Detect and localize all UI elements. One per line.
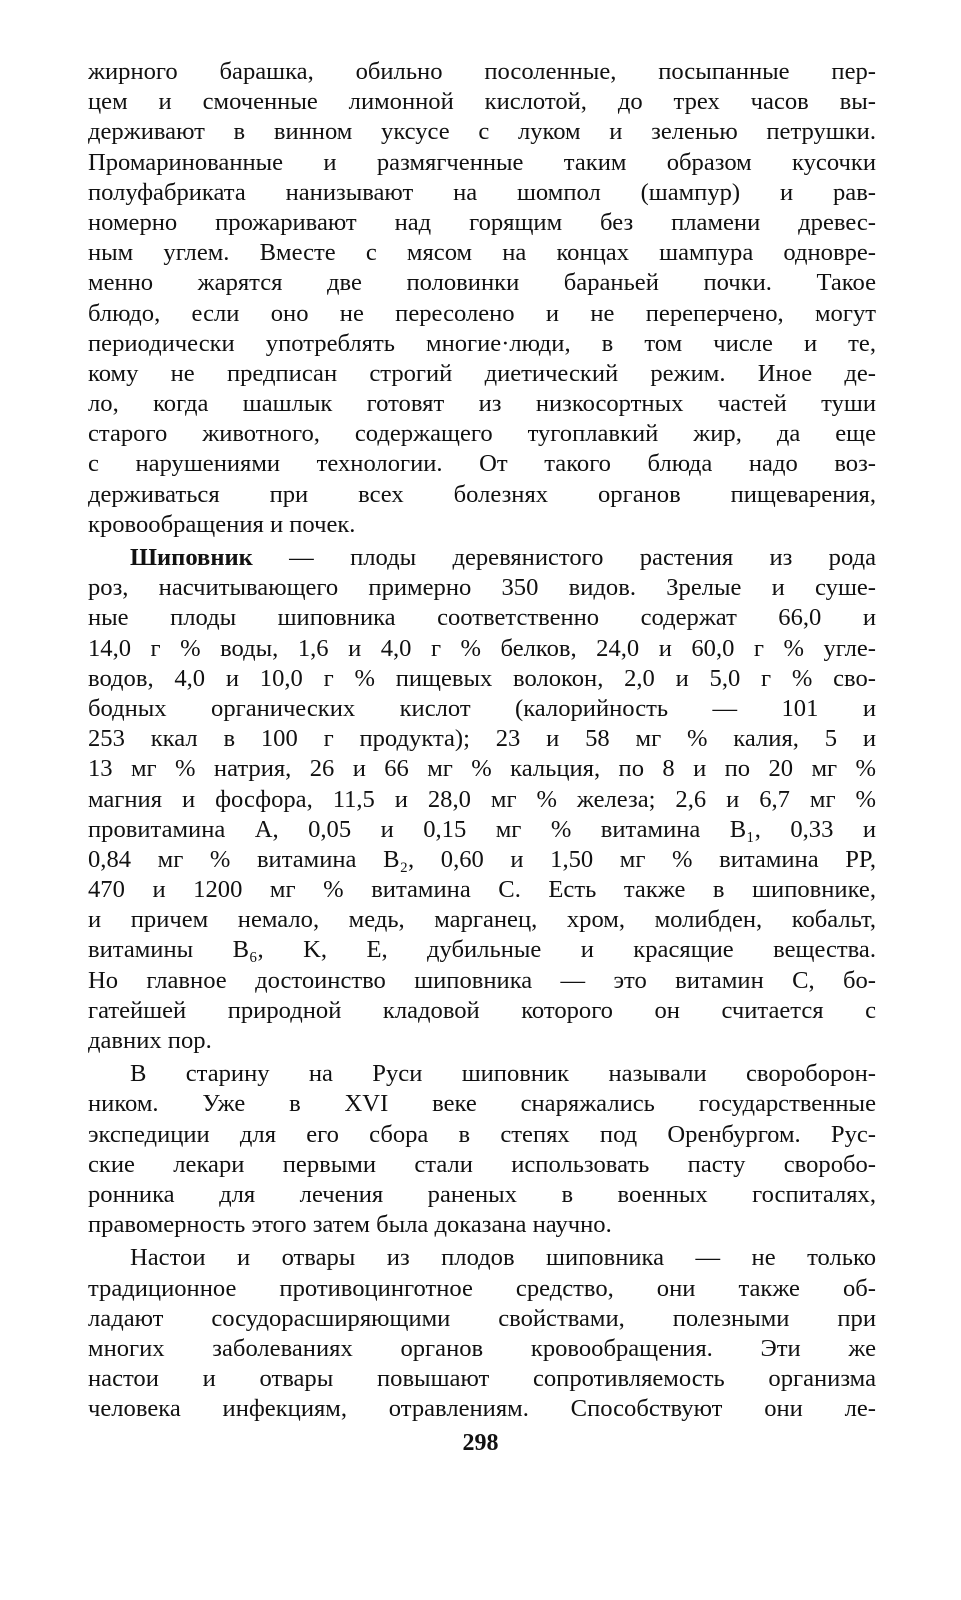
paragraph-history bbox=[88, 1059, 876, 1240]
text-line-rest: — плоды деревянистого растения из рода bbox=[252, 544, 876, 571]
text-line: ронника для лечения раненых в военных госпиталях, bbox=[88, 1180, 876, 1208]
text-line: давних пор. bbox=[88, 1027, 212, 1054]
text-line: ские лекари первыми стали использовать пасту своробо- bbox=[88, 1150, 876, 1178]
text-line: ным углем. Вместе с мясом на концах шампура одновре- bbox=[88, 239, 876, 267]
text-line: экспедиции для его сбора в степях под Оренбургом. Рус- bbox=[88, 1120, 876, 1148]
text-line: кровообращения и почек. bbox=[88, 510, 356, 538]
text-line: 253 ккал в 100 г продукта); 23 и 58 мг % калия, 5 и bbox=[88, 725, 876, 753]
text-line: водов, 4,0 и 10,0 г % пищевых волокон, 2,0 и 5,0 г % сво- bbox=[88, 664, 876, 692]
text-line: гатейшей природной кладовой которого он считается с bbox=[88, 996, 876, 1024]
text-line bbox=[88, 543, 876, 573]
text-line: менно жарятся две половинки бараньей почки. Такое bbox=[88, 269, 876, 297]
text-line: 470 и 1200 мг % витамина С. Есть также в шиповнике, bbox=[88, 876, 876, 904]
text-line: человека инфекциям, отравлениям. Способствуют они ле- bbox=[88, 1395, 876, 1423]
text-line: провитамина А, 0,05 и 0,15 мг % витамина B₁, 0,33 и bbox=[88, 815, 876, 843]
text-line: блюдо, если оно не пересолено и не переперчено, могут bbox=[88, 299, 876, 327]
text-line: настои и отвары повышают сопротивляемость организма bbox=[88, 1365, 876, 1393]
text-line: с нарушениями технологии. От такого блюда надо воз- bbox=[88, 450, 876, 478]
text-line: Но главное достоинство шиповника — это витамин С, бо- bbox=[88, 966, 876, 994]
text-line: магния и фосфора, 11,5 и 28,0 мг % железа; 2,6 и 6,7 мг % bbox=[88, 785, 876, 813]
text-line: старого животного, содержащего тугоплавкий жир, да еще bbox=[88, 420, 876, 448]
text-line: многих заболеваниях органов кровообращения. Эти же bbox=[88, 1334, 876, 1362]
text-line: 0,84 мг % витамина B₂, 0,60 и 1,50 мг % витамина PP, bbox=[88, 845, 876, 873]
text-line: бодных органических кислот (калорийность — 101 и bbox=[88, 694, 876, 722]
text-line: 13 мг % натрия, 26 и 66 мг % кальция, по 8 и по 20 мг % bbox=[88, 755, 876, 783]
text-line: держиваться при всех болезнях органов пищеварения, bbox=[88, 480, 876, 508]
text-line: роз, насчитывающего примерно 350 видов. Зрелые и суше- bbox=[88, 574, 876, 602]
text-line: ладают сосудорасширяющими свойствами, полезными при bbox=[88, 1304, 876, 1332]
text-line: цем и смоченные лимонной кислотой, до трех часов вы- bbox=[88, 88, 876, 116]
paragraph-shipovnik bbox=[88, 543, 876, 1056]
text-line: номерно прожаривают над горящим без пламени древес- bbox=[88, 208, 876, 236]
text-line: В старину на Руси шиповник называли свороборон- bbox=[130, 1060, 876, 1088]
text-line: жирного барашка, обильно посоленные, посыпанные пер- bbox=[88, 58, 876, 85]
text-line: традиционное противоцинготное средство, они также об- bbox=[88, 1274, 876, 1302]
text-line: ные плоды шиповника соответственно содержат 66,0 и bbox=[88, 604, 876, 632]
text-line: правомерность этого затем была доказана научно. bbox=[88, 1211, 612, 1239]
text-line: ником. Уже в XVI веке снаряжались государственные bbox=[88, 1090, 876, 1118]
text-line: Промаринованные и размягченные таким образом кусочки bbox=[88, 148, 876, 176]
text-line: 14,0 г % воды, 1,6 и 4,0 г % белков, 24,0 и 60,0 г % угле- bbox=[88, 634, 876, 662]
paragraph-infusions bbox=[88, 1243, 876, 1424]
text-line: витамины B₆, K, E, дубильные и красящие вещества. bbox=[88, 936, 876, 964]
text-line: Настои и отвары из плодов шиповника — не только bbox=[130, 1244, 876, 1272]
text-line: кому не предписан строгий диетический режим. Иное де- bbox=[88, 359, 876, 387]
text-line: ло, когда шашлык готовят из низкосортных частей туши bbox=[88, 390, 876, 418]
text-line: полуфабриката нанизывают на шомпол (шампур) и рав- bbox=[88, 178, 876, 206]
page-number: 298 bbox=[462, 1430, 499, 1456]
text-line: периодически употреблять многие·люди, в том числе и те, bbox=[88, 329, 876, 357]
text-line: и причем немало, медь, марганец, хром, молибден, кобальт, bbox=[88, 906, 876, 934]
page-body bbox=[88, 57, 876, 1424]
paragraph-shashlyk bbox=[88, 57, 876, 540]
entry-term: Шиповник bbox=[130, 544, 253, 571]
text-line: держивают в винном уксусе с луком и зеленью петрушки. bbox=[88, 118, 876, 146]
